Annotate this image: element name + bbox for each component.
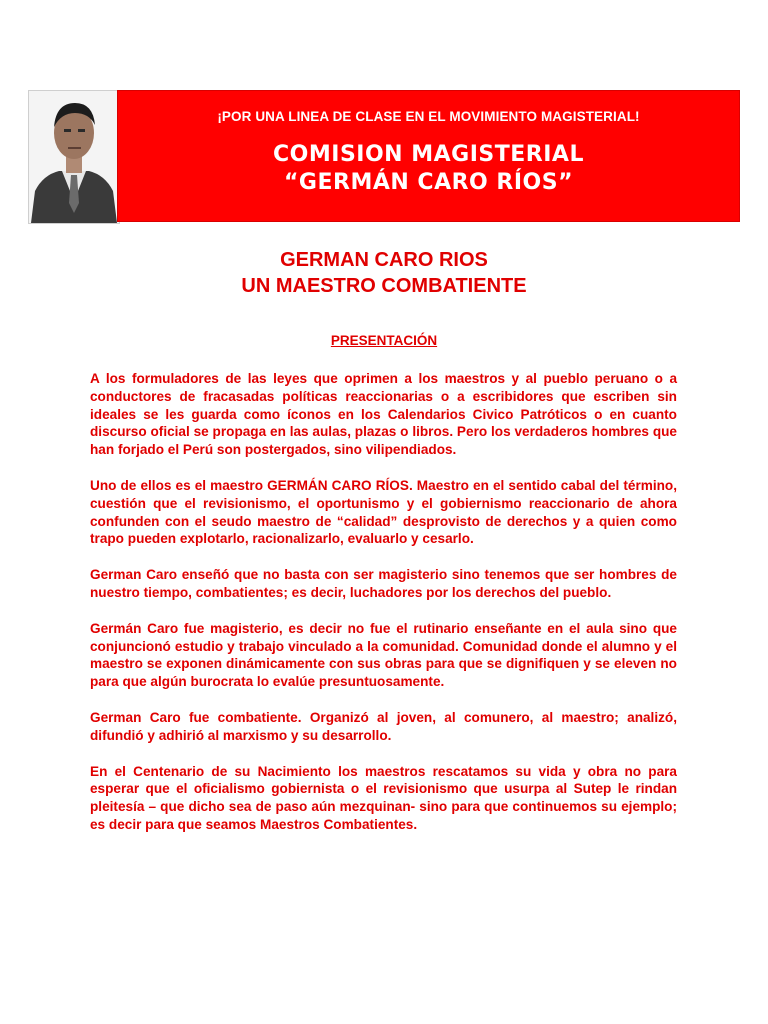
paragraph: Uno de ellos es el maestro GERMÁN CARO RÍOS. Maestro en el sentido cabal del término, cuestión que el revisionismo, el oportunismo y el gobiernismo reaccionario de ahora confunden con el seudo maestro de “calidad” desprovisto de derechos y a quien como trapo pueden explotarlo, racionalizarlo, evaluarlo y cesarlo.: [90, 477, 677, 547]
header-banner: [117, 90, 740, 222]
document-body: [90, 370, 677, 852]
document-title: [0, 247, 768, 299]
document-title-line2: UN MAESTRO COMBATIENTE: [241, 275, 527, 297]
header-slogan: ¡POR UNA LINEA DE CLASE EN EL MOVIMIENTO MAGISTERIAL!: [217, 109, 640, 124]
header-title: [118, 141, 739, 197]
paragraph: Germán Caro fue magisterio, es decir no fue el rutinario enseñante en el aula sino que conjuncionó estudio y trabajo vinculado a la comunidad. Comunidad donde el alumno y el maestro se exponen dinámicamente con sus obras para que se dignifiquen y se eleven no para que algún burocrata lo evalúe presuntuosamente.: [90, 620, 677, 690]
document-title-line1: GERMAN CARO RIOS: [280, 249, 488, 271]
header-title-line2: “GERMÁN CARO RÍOS”: [283, 170, 574, 195]
header-title-line1: COMISION MAGISTERIAL: [273, 142, 584, 167]
portrait-illustration: [29, 91, 119, 223]
paragraph: German Caro fue combatiente. Organizó al joven, al comunero, al maestro; analizó, difundió y adhirió al marxismo y su desarrollo.: [90, 709, 677, 743]
paragraph: A los formuladores de las leyes que oprimen a los maestros y al pueblo peruano o a conductores de fracasadas políticas reaccionarias o a escribidores que escriben sin ideales se les guarda como íconos en los Calendarios Civico Patróticos o en cuanto discurso oficial se propaga en las aulas, plazas o libros. Pero los verdaderos hombres que han forjado el Perú son postergados, sino vilipendiados.: [90, 371, 677, 458]
paragraph: En el Centenario de su Nacimiento los maestros rescatamos su vida y obra no para esperar que el oficialismo gobiernista o el revisionismo que usurpa al Sutep le rindan pleitesía – que dicho sea de paso aún mezquinan- sino para que continuemos su ejemplo; es decir para que seamos Maestros Combatientes.: [90, 763, 677, 832]
portrait-photo: [28, 90, 120, 224]
paragraph: German Caro enseñó que no basta con ser magisterio sino tenemos que ser hombres de nuestro tiempo, combatientes; es decir, luchadores por los derechos del pueblo.: [90, 567, 677, 600]
section-heading: PRESENTACIÓN: [330, 333, 438, 348]
